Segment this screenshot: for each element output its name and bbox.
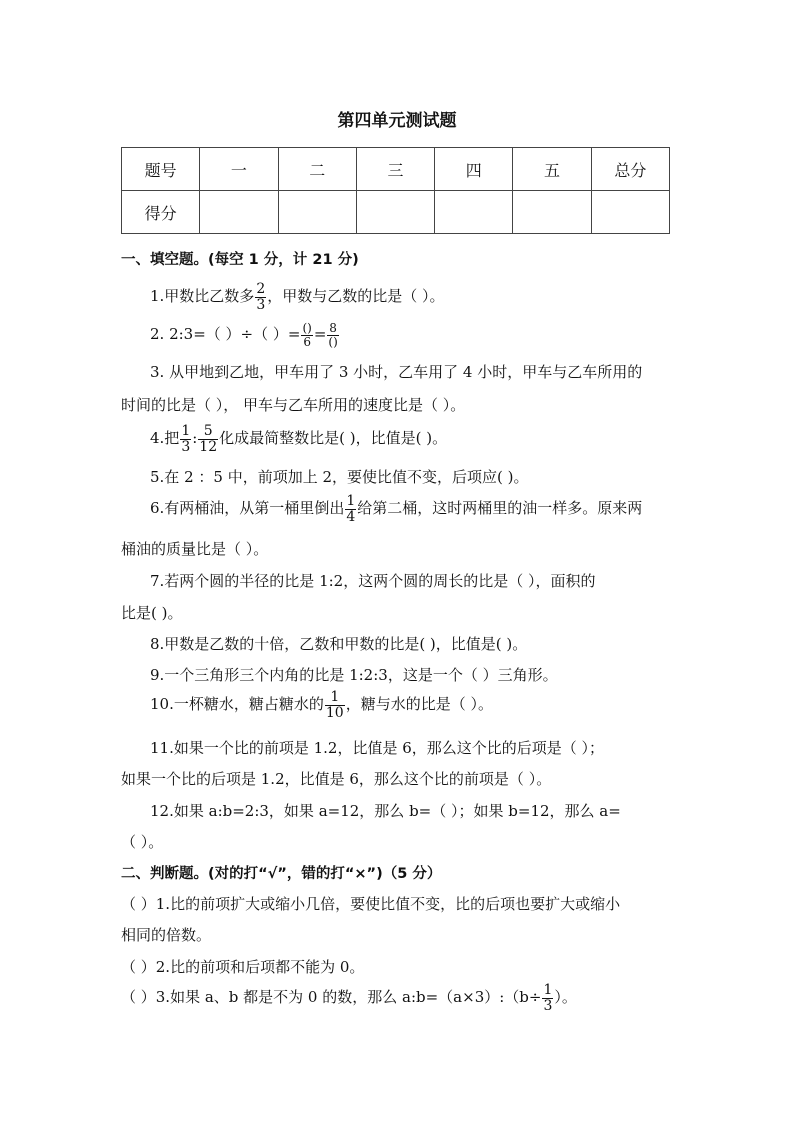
score-row-label: 得分 — [122, 191, 200, 234]
score-cell[interactable] — [356, 191, 434, 234]
question-1 — [150, 282, 445, 312]
judgement-2: （ ）2.比的前项和后项都不能为 0。 — [121, 958, 365, 976]
question-10 — [150, 690, 493, 720]
q4-text-b: 化成最简整数比是( )，比值是( )。 — [219, 429, 448, 448]
score-header-cell: 五 — [513, 148, 591, 191]
score-header-cell: 二 — [278, 148, 356, 191]
score-table-header-row — [122, 148, 670, 191]
question-2 — [150, 322, 340, 348]
judgement-3 — [121, 983, 577, 1013]
q2-equals: = — [313, 325, 327, 344]
fraction — [327, 322, 338, 348]
score-header-cell: 三 — [356, 148, 434, 191]
fraction-denominator: 3 — [256, 296, 266, 313]
question-11-line-2: 如果一个比的后项是 1.2，比值是 6，那么这个比的前项是（ ）。 — [121, 770, 552, 788]
fraction-denominator: 6 — [303, 334, 311, 349]
j3-text-a: （ ）3.如果 a、b 都是不为 0 的数，那么 a:b=（a×3）:（b÷ — [121, 988, 542, 1007]
question-7-line-2: 比是( )。 — [121, 604, 183, 622]
q6-text-a: 6.有两桶油，从第一桶里倒出 — [150, 499, 345, 518]
fraction-numerator: 1 — [181, 423, 191, 439]
fraction-numerator: () — [302, 321, 312, 335]
fraction-denominator: 4 — [346, 508, 356, 525]
fraction-numerator: 8 — [329, 321, 337, 335]
page-title: 第四单元测试题 — [337, 111, 457, 131]
score-cell[interactable] — [200, 191, 278, 234]
q2-text-a: 2. 2:3=（ ）÷（ ）= — [150, 325, 301, 344]
fraction-numerator: 2 — [256, 281, 266, 297]
question-6-line-1 — [150, 494, 642, 524]
q10-text-a: 10.一杯糖水，糖占糖水的 — [150, 695, 324, 714]
q1-text-b: ，甲数与乙数的比是（ ）。 — [267, 287, 445, 306]
fraction — [325, 690, 345, 720]
fraction-numerator: 1 — [346, 493, 356, 509]
score-table-score-row — [122, 191, 670, 234]
j3-text-b: ）。 — [554, 988, 577, 1007]
question-7-line-1: 7.若两个圆的半径的比是 1:2，这两个圆的周长的比是（ ），面积的 — [150, 572, 596, 590]
fraction-numerator: 5 — [198, 424, 218, 440]
q10-text-b: ，糖与水的比是（ ）。 — [345, 695, 493, 714]
fraction-numerator: 1 — [325, 690, 345, 706]
section2-heading: 二、判断题。(对的打“√”，错的打“×”)（5 分） — [121, 866, 442, 882]
score-cell[interactable] — [591, 191, 669, 234]
fraction — [180, 424, 191, 454]
fraction-numerator: 1 — [543, 982, 553, 998]
question-3-line-1: 3. 从甲地到乙地，甲车用了 3 小时，乙车用了 4 小时，甲车与乙车所用的 — [150, 363, 643, 381]
fraction — [301, 322, 312, 348]
section1-heading: 一、填空题。(每空 1 分，计 21 分) — [121, 252, 359, 268]
judgement-1-line-1: （ ）1.比的前项扩大或缩小几倍，要使比值不变，比的后项也要扩大或缩小 — [121, 895, 621, 913]
fraction — [542, 983, 553, 1013]
score-header-cell: 四 — [435, 148, 513, 191]
fraction — [198, 424, 218, 454]
question-6-line-2: 桶油的质量比是（ ）。 — [121, 540, 269, 558]
question-8: 8.甲数是乙数的十倍，乙数和甲数的比是( )，比值是( )。 — [150, 635, 528, 653]
score-header-cell: 一 — [200, 148, 278, 191]
q1-text-a: 1.甲数比乙数多 — [150, 287, 255, 306]
score-header-cell: 题号 — [122, 148, 200, 191]
q4-colon: : — [192, 429, 198, 448]
question-5: 5.在 2 ：5 中，前项加上 2，要使比值不变，后项应( )。 — [150, 468, 529, 486]
fraction-denominator: 3 — [543, 997, 553, 1014]
question-12-line-1: 12.如果 a:b=2:3，如果 a=12，那么 b=（ ）；如果 b=12，那么 a= — [150, 802, 621, 820]
question-11-line-1: 11.如果一个比的前项是 1.2，比值是 6，那么这个比的后项是（ ）； — [150, 739, 605, 757]
fraction-denominator: 3 — [181, 438, 191, 455]
fraction-denominator: 10 — [325, 704, 344, 721]
question-12-line-2: （ ）。 — [121, 833, 164, 851]
question-9: 9.一个三角形三个内角的比是 1:2:3，这是一个（ ）三角形。 — [150, 666, 558, 684]
score-cell[interactable] — [513, 191, 591, 234]
score-table — [121, 147, 670, 234]
fraction-denominator: 12 — [199, 438, 218, 455]
fraction — [255, 282, 266, 312]
judgement-1-line-2: 相同的倍数。 — [121, 926, 212, 944]
score-header-cell: 总分 — [591, 148, 669, 191]
q4-text-a: 4.把 — [150, 429, 180, 448]
question-4 — [150, 424, 447, 454]
score-cell[interactable] — [435, 191, 513, 234]
question-3-line-2: 时间的比是（ ）， 甲车与乙车所用的速度比是（ ）。 — [121, 396, 466, 414]
q6-text-b: 给第二桶，这时两桶里的油一样多。原来两 — [357, 499, 643, 518]
score-cell[interactable] — [278, 191, 356, 234]
fraction-denominator: () — [328, 334, 338, 349]
fraction — [345, 494, 356, 524]
